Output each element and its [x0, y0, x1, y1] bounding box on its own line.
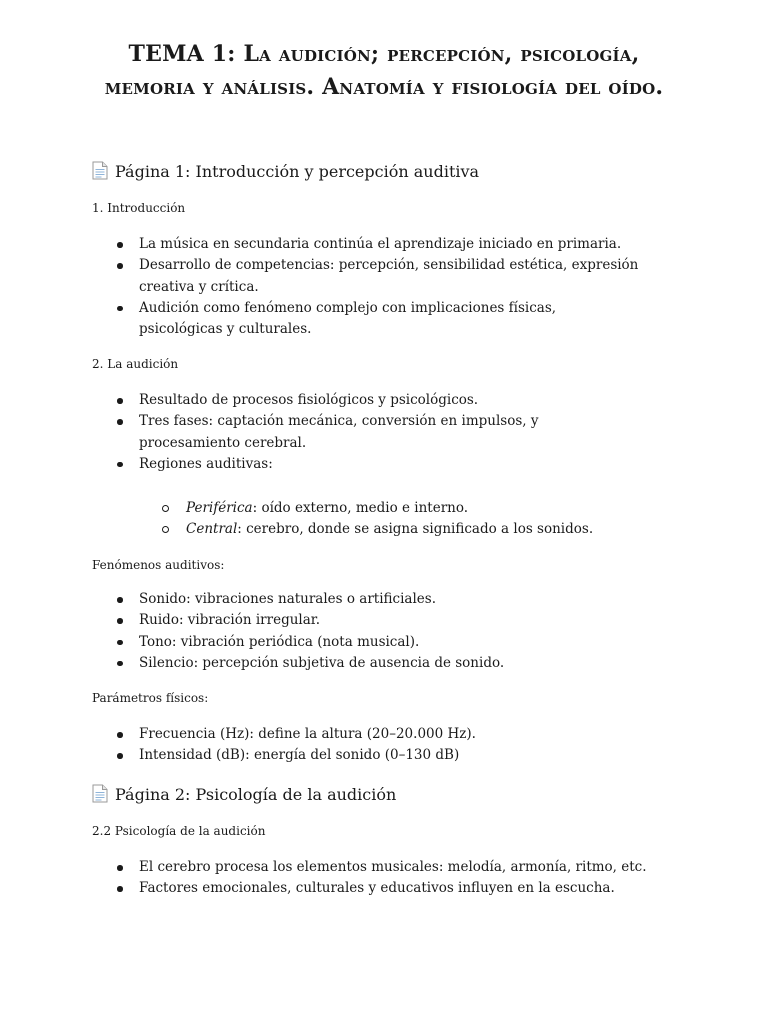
list-item: Frecuencia (Hz): define la altura (20–20.000 Hz). — [92, 724, 692, 745]
audicion-heading: 2. La audición — [92, 357, 179, 371]
fenomenos-list — [92, 589, 692, 674]
fenomenos-heading: Fenómenos auditivos: — [92, 558, 225, 572]
list-item: Intensidad (dB): energía del sonido (0–130 dB) — [92, 745, 692, 766]
region-text: : oído externo, medio e interno. — [252, 500, 469, 516]
page-facing-up-icon — [92, 161, 108, 180]
page-2-heading-text: Página 2: Psicología de la audición — [115, 785, 397, 804]
list-item — [139, 519, 699, 540]
audicion-list — [92, 390, 692, 475]
page-facing-up-icon — [92, 784, 108, 803]
list-item: Audición como fenómeno complejo con implicaciones físicas, psicológicas y culturales. — [92, 298, 692, 341]
region-term: Central — [186, 521, 238, 538]
page-1-heading-text: Página 1: Introducción y percepción auditiva — [115, 162, 480, 181]
list-item: Tono: vibración periódica (nota musical). — [92, 632, 692, 653]
parametros-heading: Parámetros físicos: — [92, 691, 209, 705]
list-item: El cerebro procesa los elementos musicales: melodía, armonía, ritmo, etc. — [92, 857, 692, 878]
intro-list — [92, 234, 692, 340]
list-item: Silencio: percepción subjetiva de ausencia de sonido. — [92, 653, 692, 674]
list-item: Desarrollo de competencias: percepción, sensibilidad estética, expresión creativa y crítica. — [92, 255, 692, 298]
list-item — [139, 498, 699, 519]
region-text: : cerebro, donde se asigna significado a los sonidos. — [237, 521, 594, 538]
intro-heading: 1. Introducción — [92, 201, 186, 215]
psicologia-list — [92, 857, 692, 900]
list-item: Ruido: vibración irregular. — [92, 610, 692, 631]
list-item: Sonido: vibraciones naturales o artificiales. — [92, 589, 692, 610]
parametros-list — [92, 724, 692, 767]
list-item: La música en secundaria continúa el aprendizaje iniciado en primaria. — [92, 234, 692, 255]
list-item: Factores emocionales, culturales y educativos influyen en la escucha. — [92, 878, 692, 899]
list-item: Resultado de procesos fisiológicos y psicológicos. — [92, 390, 692, 411]
list-item: Tres fases: captación mecánica, conversión en impulsos, y procesamiento cerebral. — [92, 411, 692, 454]
document-title: TEMA 1: La audición; percepción, psicología, memoria y análisis. Anatomía y fisiología del oído. — [104, 41, 664, 100]
page-1-heading — [92, 161, 479, 183]
list-item: Regiones auditivas: — [92, 454, 692, 475]
psicologia-heading: 2.2 Psicología de la audición — [92, 824, 266, 838]
page-2-heading — [92, 784, 396, 806]
region-term: Periférica — [186, 500, 253, 516]
regions-list — [139, 498, 699, 541]
